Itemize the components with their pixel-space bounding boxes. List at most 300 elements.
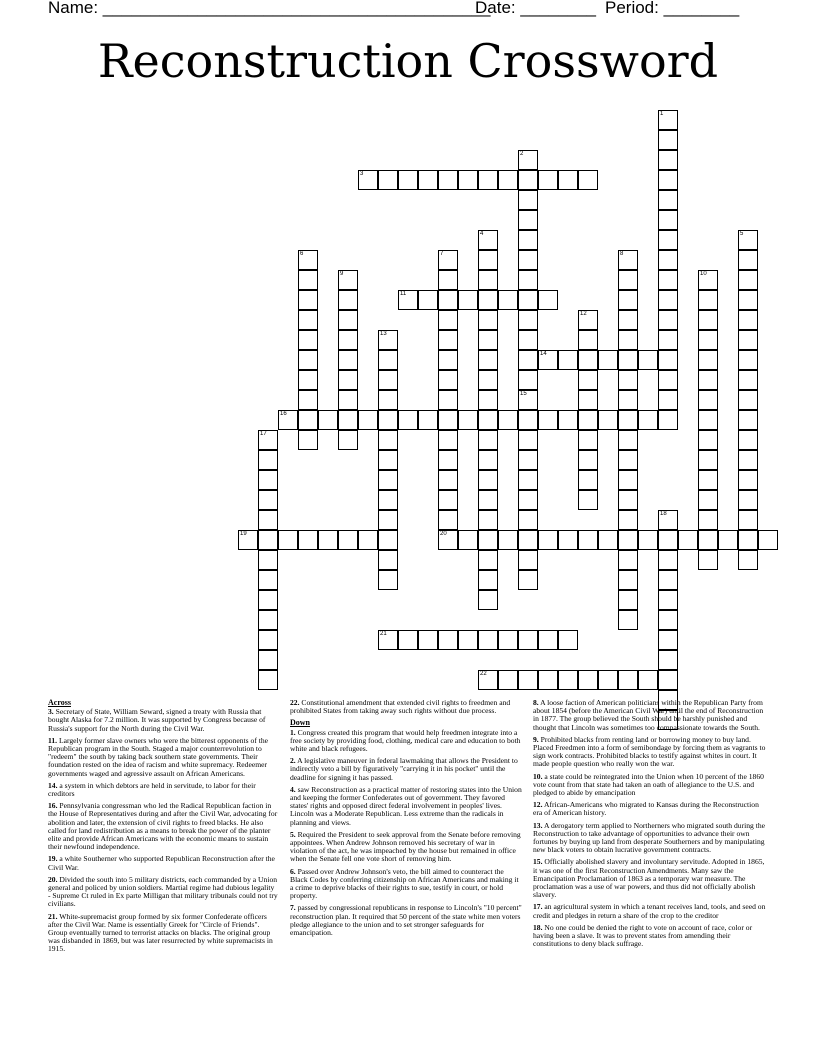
grid-cell[interactable] — [618, 250, 638, 270]
grid-cell[interactable] — [698, 330, 718, 350]
grid-cell[interactable] — [438, 410, 458, 430]
grid-cell[interactable] — [398, 290, 418, 310]
grid-cell[interactable] — [478, 510, 498, 530]
grid-cell[interactable] — [618, 550, 638, 570]
clue-item — [48, 737, 278, 778]
grid-cell[interactable] — [438, 250, 458, 270]
grid-cell[interactable] — [558, 630, 578, 650]
grid-cell[interactable] — [338, 390, 358, 410]
grid-cell[interactable] — [318, 530, 338, 550]
grid-cell[interactable] — [578, 410, 598, 430]
grid-cell[interactable] — [738, 390, 758, 410]
grid-cell[interactable] — [558, 350, 578, 370]
grid-cell[interactable] — [618, 530, 638, 550]
clue-item-text: Officially abolished slavery and involuntary servitude. Adopted in 1865, it was one of the first Reconstruction Amendments. Many saw the Emancipation Proclamation of 1863 as a temporary war measure. The proclamation was a use of war powers, and thus did not officially abolish slavery. — [533, 857, 765, 900]
clue-number: 6 — [300, 251, 304, 257]
grid-cell[interactable] — [618, 470, 638, 490]
grid-cell[interactable] — [338, 350, 358, 370]
clue-item-number: 4. — [290, 784, 296, 794]
grid-cell[interactable] — [438, 630, 458, 650]
clue-number: 1 — [660, 111, 664, 117]
clue-item — [48, 913, 278, 954]
grid-cell[interactable] — [698, 310, 718, 330]
clue-item-text: A loose faction of American politicians within the Republican Party from about 1854 (before the American Civil War) until the end of Reconstruction in 1877. The group believed the South should be harshly punished and thought that Lincoln was sometimes too compassionate towards the South. — [533, 698, 764, 732]
grid-cell[interactable] — [678, 530, 698, 550]
clues-column-3 — [533, 699, 767, 952]
clue-item — [290, 729, 522, 754]
grid-cell[interactable] — [638, 530, 658, 550]
clue-item — [533, 924, 767, 949]
grid-cell[interactable] — [618, 670, 638, 690]
grid-cell[interactable] — [658, 150, 678, 170]
grid-cell[interactable] — [438, 330, 458, 350]
clue-number: 11 — [400, 291, 407, 297]
grid-cell[interactable] — [398, 410, 418, 430]
clue-item — [290, 831, 522, 864]
grid-cell[interactable] — [518, 230, 538, 250]
grid-cell[interactable] — [658, 130, 678, 150]
grid-cell[interactable] — [738, 410, 758, 430]
grid-cell[interactable] — [578, 670, 598, 690]
grid-cell[interactable] — [738, 310, 758, 330]
clue-item — [48, 855, 278, 871]
grid-cell[interactable] — [698, 370, 718, 390]
down-clue-list-cont — [533, 699, 767, 948]
grid-cell[interactable] — [438, 470, 458, 490]
grid-cell[interactable] — [738, 430, 758, 450]
grid-cell[interactable] — [618, 270, 638, 290]
grid-cell[interactable] — [398, 170, 418, 190]
grid-cell[interactable] — [378, 370, 398, 390]
grid-cell[interactable] — [618, 370, 638, 390]
grid-cell[interactable] — [518, 350, 538, 370]
grid-cell[interactable] — [658, 590, 678, 610]
grid-cell[interactable] — [298, 390, 318, 410]
grid-cell[interactable] — [498, 670, 518, 690]
grid-cell[interactable] — [658, 510, 678, 530]
grid-cell[interactable] — [378, 550, 398, 570]
grid-cell[interactable] — [618, 570, 638, 590]
grid-cell[interactable] — [498, 290, 518, 310]
grid-cell[interactable] — [738, 510, 758, 530]
grid-cell[interactable] — [578, 450, 598, 470]
grid-cell[interactable] — [578, 470, 598, 490]
grid-cell[interactable] — [518, 510, 538, 530]
grid-cell[interactable] — [298, 530, 318, 550]
name-field[interactable]: Name: _________________________________________ — [48, 0, 491, 17]
grid-cell[interactable] — [658, 110, 678, 130]
clue-item — [290, 904, 522, 937]
grid-cell[interactable] — [478, 530, 498, 550]
grid-cell[interactable] — [658, 210, 678, 230]
grid-cell[interactable] — [658, 250, 678, 270]
grid-cell[interactable] — [298, 310, 318, 330]
grid-cell[interactable] — [458, 630, 478, 650]
grid-cell[interactable] — [518, 530, 538, 550]
grid-cell[interactable] — [258, 590, 278, 610]
grid-cell[interactable] — [358, 170, 378, 190]
grid-cell[interactable] — [338, 430, 358, 450]
grid-cell[interactable] — [738, 290, 758, 310]
grid-cell[interactable] — [238, 530, 258, 550]
grid-cell[interactable] — [698, 430, 718, 450]
clue-item-number: 19. — [48, 854, 58, 864]
grid-cell[interactable] — [418, 630, 438, 650]
page-title: Reconstruction Crossword — [97, 34, 719, 88]
grid-cell[interactable] — [518, 670, 538, 690]
grid-cell[interactable] — [658, 290, 678, 310]
grid-cell[interactable] — [518, 310, 538, 330]
grid-cell[interactable] — [578, 490, 598, 510]
grid-cell[interactable] — [558, 670, 578, 690]
grid-cell[interactable] — [298, 290, 318, 310]
grid-cell[interactable] — [658, 370, 678, 390]
grid-cell[interactable] — [518, 290, 538, 310]
clues-column-1 — [48, 699, 278, 958]
grid-cell[interactable] — [598, 350, 618, 370]
grid-cell[interactable] — [658, 170, 678, 190]
grid-cell[interactable] — [738, 270, 758, 290]
grid-cell[interactable] — [338, 290, 358, 310]
grid-cell[interactable] — [298, 350, 318, 370]
grid-cell[interactable] — [518, 430, 538, 450]
grid-cell[interactable] — [658, 570, 678, 590]
grid-cell[interactable] — [578, 310, 598, 330]
grid-cell[interactable] — [478, 470, 498, 490]
grid-cell[interactable] — [578, 530, 598, 550]
grid-cell[interactable] — [658, 270, 678, 290]
grid-cell[interactable] — [518, 270, 538, 290]
grid-cell[interactable] — [518, 190, 538, 210]
grid-cell[interactable] — [538, 410, 558, 430]
grid-cell[interactable] — [518, 370, 538, 390]
grid-cell[interactable] — [478, 430, 498, 450]
grid-cell[interactable] — [658, 550, 678, 570]
grid-cell[interactable] — [378, 470, 398, 490]
grid-cell[interactable] — [438, 530, 458, 550]
grid-cell[interactable] — [478, 170, 498, 190]
grid-cell[interactable] — [538, 670, 558, 690]
grid-cell[interactable] — [438, 430, 458, 450]
grid-cell[interactable] — [318, 410, 338, 430]
grid-cell[interactable] — [658, 330, 678, 350]
grid-cell[interactable] — [658, 650, 678, 670]
grid-cell[interactable] — [258, 530, 278, 550]
grid-cell[interactable] — [298, 330, 318, 350]
grid-cell[interactable] — [658, 390, 678, 410]
grid-cell[interactable] — [518, 390, 538, 410]
clue-item-number: 6. — [290, 866, 296, 876]
grid-cell[interactable] — [438, 290, 458, 310]
grid-cell[interactable] — [698, 530, 718, 550]
grid-cell[interactable] — [518, 250, 538, 270]
grid-cell[interactable] — [698, 390, 718, 410]
grid-cell[interactable] — [478, 550, 498, 570]
grid-cell[interactable] — [358, 530, 378, 550]
grid-cell[interactable] — [338, 310, 358, 330]
grid-cell[interactable] — [298, 410, 318, 430]
grid-cell[interactable] — [478, 670, 498, 690]
grid-cell[interactable] — [698, 550, 718, 570]
clue-item-number: 16. — [48, 801, 58, 811]
grid-cell[interactable] — [698, 350, 718, 370]
grid-cell[interactable] — [478, 330, 498, 350]
grid-cell[interactable] — [258, 670, 278, 690]
grid-cell[interactable] — [558, 530, 578, 550]
clue-item-number: 1. — [290, 727, 296, 737]
grid-cell[interactable] — [518, 470, 538, 490]
grid-cell[interactable] — [578, 350, 598, 370]
grid-cell[interactable] — [278, 530, 298, 550]
grid-cell[interactable] — [658, 610, 678, 630]
date-field[interactable]: Date: ________ — [475, 0, 596, 17]
grid-cell[interactable] — [738, 350, 758, 370]
grid-cell[interactable] — [598, 670, 618, 690]
grid-cell[interactable] — [378, 630, 398, 650]
grid-cell[interactable] — [378, 170, 398, 190]
grid-cell[interactable] — [518, 150, 538, 170]
across-clue-list-cont — [290, 699, 522, 715]
grid-cell[interactable] — [658, 530, 678, 550]
grid-cell[interactable] — [598, 410, 618, 430]
grid-cell[interactable] — [258, 430, 278, 450]
grid-cell[interactable] — [438, 310, 458, 330]
period-field[interactable]: Period: ________ — [605, 0, 740, 17]
grid-cell[interactable] — [478, 490, 498, 510]
grid-cell[interactable] — [738, 530, 758, 550]
clue-number: 7 — [440, 251, 444, 257]
grid-cell[interactable] — [478, 630, 498, 650]
grid-cell[interactable] — [378, 430, 398, 450]
grid-cell[interactable] — [258, 630, 278, 650]
grid-cell[interactable] — [518, 410, 538, 430]
grid-cell[interactable] — [258, 550, 278, 570]
grid-cell[interactable] — [458, 410, 478, 430]
grid-cell[interactable] — [638, 350, 658, 370]
grid-cell[interactable] — [278, 410, 298, 430]
grid-cell[interactable] — [258, 510, 278, 530]
grid-cell[interactable] — [458, 290, 478, 310]
grid-cell[interactable] — [298, 270, 318, 290]
grid-cell[interactable] — [478, 450, 498, 470]
grid-cell[interactable] — [378, 490, 398, 510]
grid-cell[interactable] — [258, 470, 278, 490]
grid-cell[interactable] — [658, 190, 678, 210]
grid-cell[interactable] — [258, 450, 278, 470]
grid-cell[interactable] — [558, 410, 578, 430]
grid-cell[interactable] — [698, 270, 718, 290]
grid-cell[interactable] — [358, 410, 378, 430]
grid-cell[interactable] — [438, 510, 458, 530]
grid-cell[interactable] — [758, 530, 778, 550]
grid-cell[interactable] — [478, 570, 498, 590]
grid-cell[interactable] — [478, 590, 498, 610]
grid-cell[interactable] — [518, 170, 538, 190]
grid-cell[interactable] — [698, 470, 718, 490]
grid-cell[interactable] — [738, 470, 758, 490]
grid-cell[interactable] — [378, 350, 398, 370]
grid-cell[interactable] — [478, 250, 498, 270]
grid-cell[interactable] — [578, 170, 598, 190]
grid-cell[interactable] — [338, 270, 358, 290]
clue-number: 9 — [340, 271, 344, 277]
grid-cell[interactable] — [418, 410, 438, 430]
grid-cell[interactable] — [258, 610, 278, 630]
grid-cell[interactable] — [538, 530, 558, 550]
grid-cell[interactable] — [518, 630, 538, 650]
grid-cell[interactable] — [618, 330, 638, 350]
grid-cell[interactable] — [578, 330, 598, 350]
grid-cell[interactable] — [378, 570, 398, 590]
grid-cell[interactable] — [638, 410, 658, 430]
grid-cell[interactable] — [738, 450, 758, 470]
grid-cell[interactable] — [518, 550, 538, 570]
grid-cell[interactable] — [338, 370, 358, 390]
grid-cell[interactable] — [538, 350, 558, 370]
grid-cell[interactable] — [258, 490, 278, 510]
grid-cell[interactable] — [598, 530, 618, 550]
grid-cell[interactable] — [618, 310, 638, 330]
clue-item-text: Congress created this program that would help freedmen integrate into a free society by providing food, clothing, medical care and education to both white and black refugees. — [290, 727, 521, 754]
clue-item-number: 9. — [533, 734, 539, 744]
clue-item-text: A derogatory term applied to Northerners who migrated south during the Reconstruction to take advantage of opportunities to advance their own fortunes by buying up land from desperate Southerners and by manipulating new black voters to obtain lucrative government contracts. — [533, 820, 765, 855]
grid-cell[interactable] — [378, 450, 398, 470]
grid-cell[interactable] — [618, 610, 638, 630]
grid-cell[interactable] — [738, 250, 758, 270]
grid-cell[interactable] — [478, 370, 498, 390]
grid-cell[interactable] — [738, 330, 758, 350]
grid-cell[interactable] — [438, 370, 458, 390]
grid-cell[interactable] — [338, 330, 358, 350]
grid-cell[interactable] — [478, 350, 498, 370]
clue-item-text: a system in which debtors are held in servitude, to labor for their creditors — [48, 780, 256, 799]
grid-cell[interactable] — [618, 350, 638, 370]
grid-cell[interactable] — [738, 490, 758, 510]
grid-cell[interactable] — [438, 450, 458, 470]
clue-item — [533, 903, 767, 919]
grid-cell[interactable] — [618, 430, 638, 450]
grid-cell[interactable] — [578, 390, 598, 410]
clue-item — [48, 708, 278, 733]
grid-cell[interactable] — [298, 430, 318, 450]
grid-cell[interactable] — [618, 390, 638, 410]
grid-cell[interactable] — [698, 490, 718, 510]
grid-cell[interactable] — [398, 630, 418, 650]
clues-column-2 — [290, 699, 522, 941]
grid-cell[interactable] — [498, 530, 518, 550]
clue-item-text: Divided the south into 5 military districts, each commanded by a Union general and policed by union soldiers. Martial regime had dubious legality - Supreme Ct ruled in Ex parte Milligan that military tribunals could not try civilians. — [48, 874, 278, 909]
grid-cell[interactable] — [658, 310, 678, 330]
grid-cell[interactable] — [338, 530, 358, 550]
down-heading: Down — [290, 718, 311, 728]
grid-cell[interactable] — [298, 370, 318, 390]
grid-cell[interactable] — [498, 410, 518, 430]
grid-cell[interactable] — [738, 230, 758, 250]
grid-cell[interactable] — [538, 170, 558, 190]
grid-cell[interactable] — [378, 330, 398, 350]
grid-cell[interactable] — [498, 630, 518, 650]
grid-cell[interactable] — [418, 170, 438, 190]
grid-cell[interactable] — [378, 510, 398, 530]
grid-cell[interactable] — [738, 550, 758, 570]
grid-cell[interactable] — [658, 350, 678, 370]
grid-cell[interactable] — [518, 570, 538, 590]
grid-cell[interactable] — [438, 390, 458, 410]
grid-cell[interactable] — [558, 170, 578, 190]
grid-cell[interactable] — [438, 170, 458, 190]
grid-cell[interactable] — [638, 670, 658, 690]
grid-cell[interactable] — [658, 670, 678, 690]
grid-cell[interactable] — [618, 290, 638, 310]
grid-cell[interactable] — [738, 370, 758, 390]
clue-item — [533, 801, 767, 817]
grid-cell[interactable] — [298, 250, 318, 270]
grid-cell[interactable] — [518, 450, 538, 470]
clue-number: 12 — [580, 311, 587, 317]
grid-cell[interactable] — [658, 630, 678, 650]
grid-cell[interactable] — [518, 330, 538, 350]
clue-item-text: Passed over Andrew Johnson's veto, the bill aimed to counteract the Black Codes by conferring citizenship on African Americans and making it a crime to deprive blacks of their rights to sue, testify in court, or hold property. — [290, 866, 519, 901]
grid-cell[interactable] — [478, 230, 498, 250]
clue-number: 19 — [240, 531, 247, 537]
grid-cell[interactable] — [698, 290, 718, 310]
grid-cell[interactable] — [458, 530, 478, 550]
grid-cell[interactable] — [478, 410, 498, 430]
grid-cell[interactable] — [658, 230, 678, 250]
clue-number: 16 — [280, 411, 287, 417]
grid-cell[interactable] — [698, 410, 718, 430]
grid-cell[interactable] — [478, 290, 498, 310]
grid-cell[interactable] — [618, 590, 638, 610]
clue-number: 17 — [260, 431, 267, 437]
grid-cell[interactable] — [438, 490, 458, 510]
grid-cell[interactable] — [578, 430, 598, 450]
grid-cell[interactable] — [698, 510, 718, 530]
grid-cell[interactable] — [478, 310, 498, 330]
grid-cell[interactable] — [458, 170, 478, 190]
grid-cell[interactable] — [538, 290, 558, 310]
grid-cell[interactable] — [658, 410, 678, 430]
grid-cell[interactable] — [518, 490, 538, 510]
grid-cell[interactable] — [578, 370, 598, 390]
grid-cell[interactable] — [258, 570, 278, 590]
grid-cell[interactable] — [718, 530, 738, 550]
grid-cell[interactable] — [378, 390, 398, 410]
grid-cell[interactable] — [618, 510, 638, 530]
grid-cell[interactable] — [478, 390, 498, 410]
grid-cell[interactable] — [618, 410, 638, 430]
grid-cell[interactable] — [438, 350, 458, 370]
grid-cell[interactable] — [478, 270, 498, 290]
grid-cell[interactable] — [338, 410, 358, 430]
clue-number: 14 — [540, 351, 547, 357]
grid-cell[interactable] — [618, 490, 638, 510]
grid-cell[interactable] — [378, 410, 398, 430]
grid-cell[interactable] — [698, 450, 718, 470]
grid-cell[interactable] — [378, 530, 398, 550]
grid-cell[interactable] — [618, 450, 638, 470]
clue-item-number: 22. — [290, 698, 300, 707]
grid-cell[interactable] — [538, 630, 558, 650]
clue-item-number: 17. — [533, 902, 543, 912]
grid-cell[interactable] — [518, 210, 538, 230]
clue-item — [290, 786, 522, 827]
grid-cell[interactable] — [258, 650, 278, 670]
grid-cell[interactable] — [438, 270, 458, 290]
grid-cell[interactable] — [498, 170, 518, 190]
grid-cell[interactable] — [418, 290, 438, 310]
across-clue-list — [48, 708, 278, 953]
